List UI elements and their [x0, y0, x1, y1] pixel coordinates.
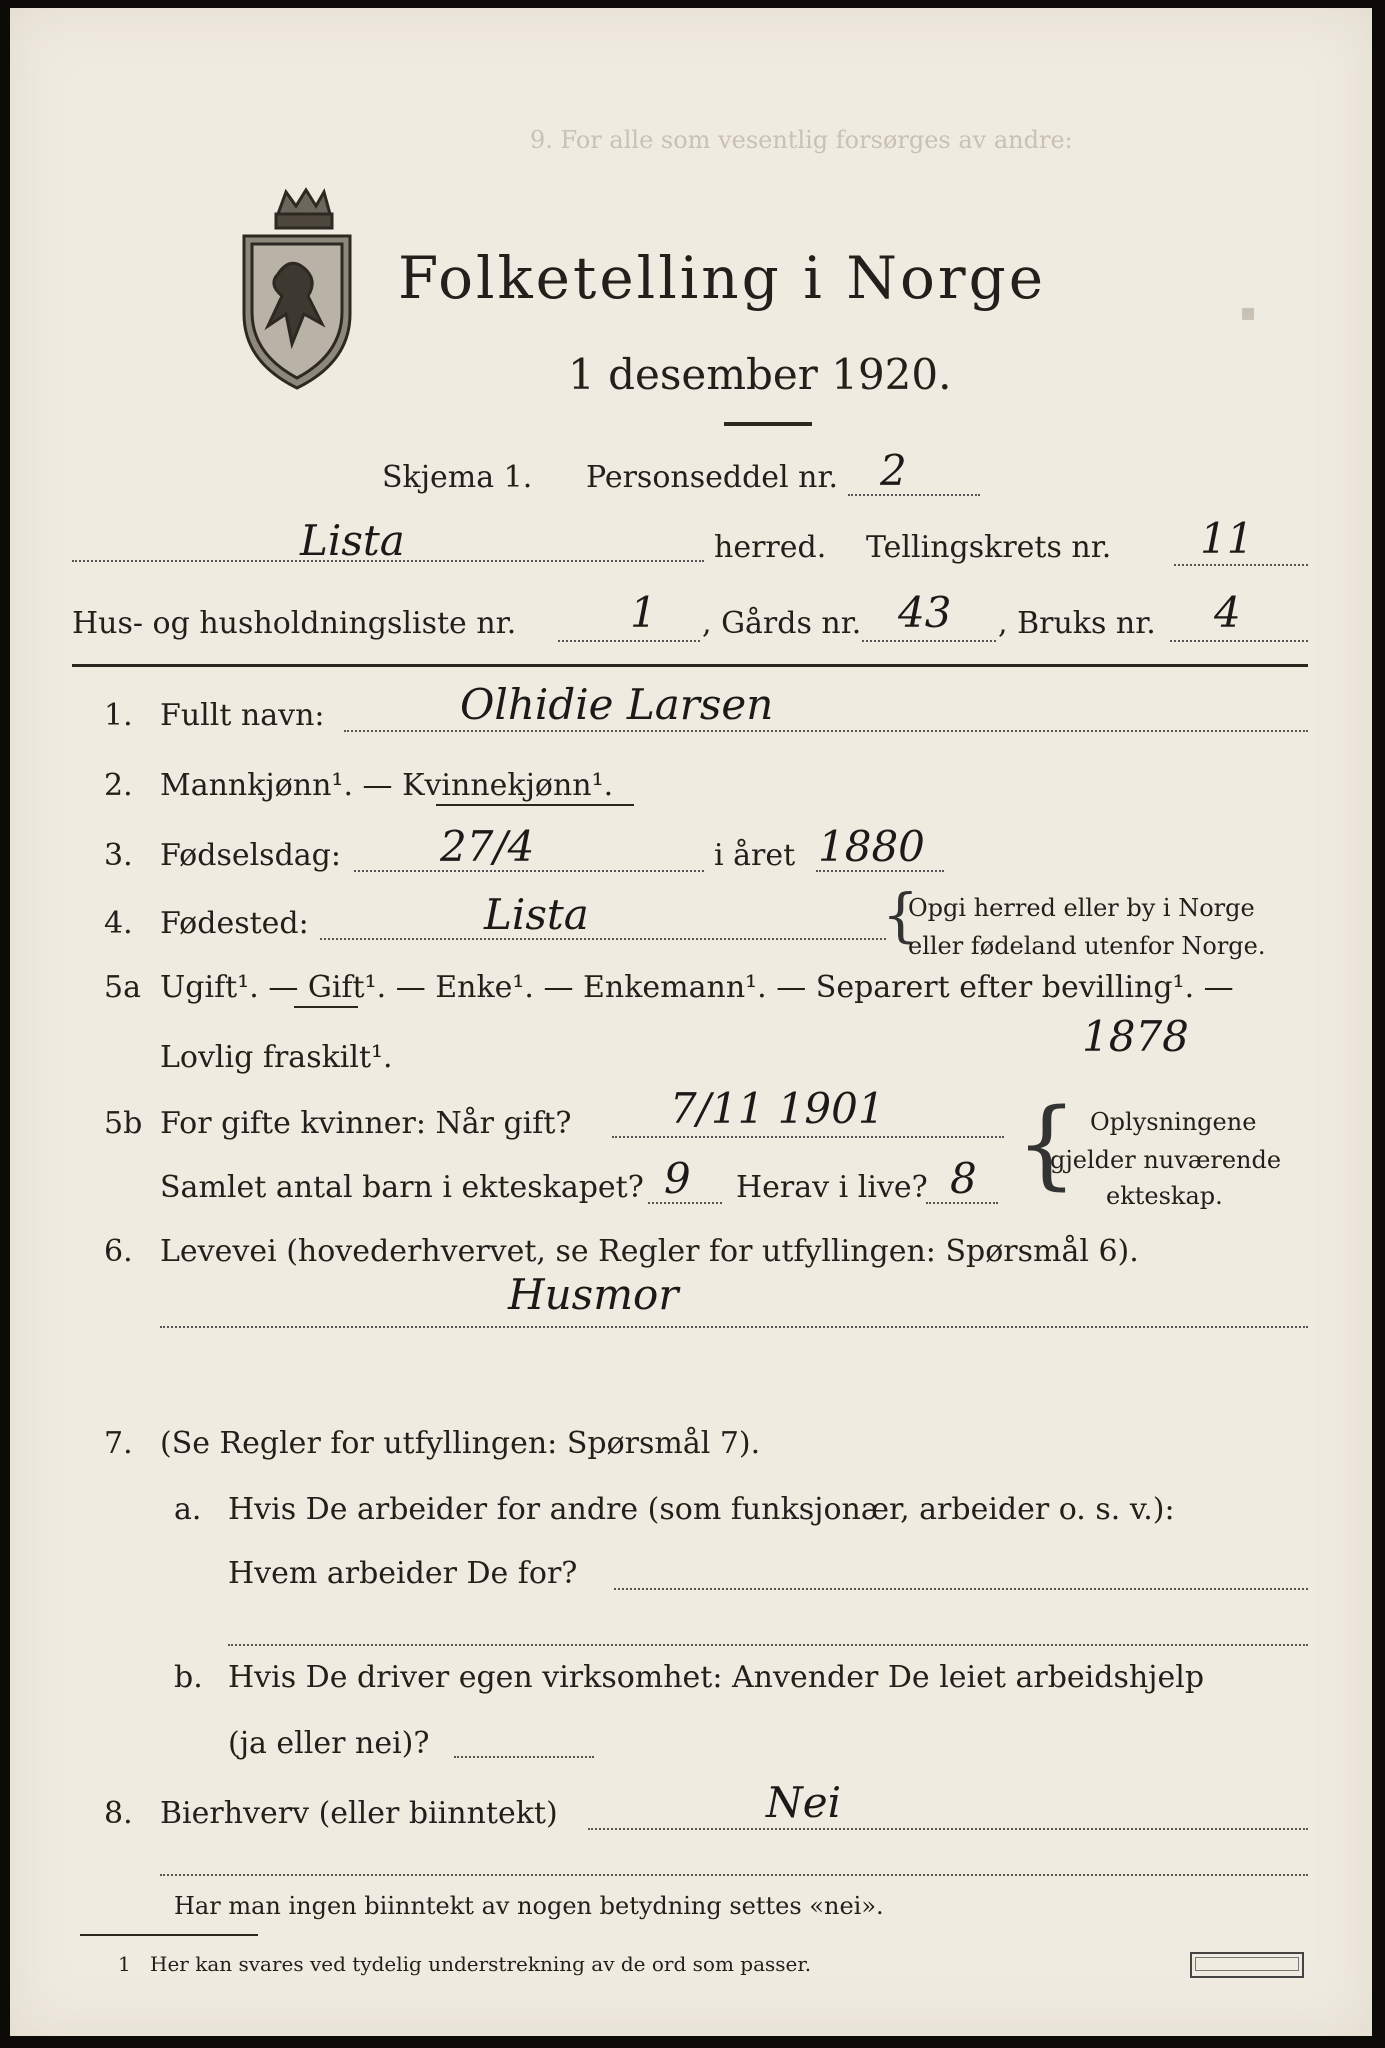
- occupation-value[interactable]: Husmor: [508, 1270, 679, 1319]
- birthplace-label: Fødested:: [160, 906, 309, 941]
- full-name-label: Fullt navn:: [160, 698, 325, 733]
- census-form-page: 9. For alle som vesentlig forsørges av andre: ▪ Folketelling i Norge 1 desember 1920. Skjema 1. Personseddel nr. 2 Lista herred. Tellingskrets nr. 11 Hus- og husholdningsliste nr. 1 , Gårds nr. 43 , Bruks nr. 4 1. Fullt navn: Olhidie Larsen 2. Mannkjønn¹. — Kvinnekjønn¹. 3. Fødselsdag: 27/4 i året 1880 4. Fødested: Lista { Opgi herred eller by i Norge eller fødeland utenfor Norge. 5a Ugift¹. — Gift¹. — Enke¹. — Enkemann¹. — Separert efter bevilling¹. — Lovlig fraskilt¹. 1878 5b For gifte kvinner: Når gift? 7/11 1901 Samlet antal barn i ekteskapet? 9 Herav i live? 8 { Oplysningene gjelder nuværende ekteskap. 6. Levevei (hovederhvervet, se Regler for utfyllingen: Spørsmål 6). Husmor 7. (Se Regler for utfyllingen: Spørsmål 7). a. Hvis De arbeider for andre (som funksjonær, arbeider o. s. v.): Hvem arbeider De for? b. Hvis De driver egen virksomhet: Anvender De leiet arbeidshjelp (ja eller nei)? 8. Bierhverv (eller biinntekt) Nei Har man ingen biinntekt av nogen betydning settes «nei». 1 Her kan svares ved tydelig understrekning av de ord som passer.: [10, 8, 1372, 2036]
- q7-number: 7.: [104, 1426, 133, 1461]
- footnote-text: Her kan svares ved tydelig understrekning av de ord som passer.: [150, 1952, 812, 1976]
- tellingskrets-label: Tellingskrets nr.: [866, 530, 1112, 565]
- title-divider: [724, 422, 812, 426]
- marriage-note-brace: {: [1016, 1088, 1078, 1200]
- marital-status-options-2: Lovlig fraskilt¹.: [160, 1040, 393, 1075]
- personseddel-value[interactable]: 2: [880, 446, 907, 495]
- husliste-label: Hus- og husholdningsliste nr.: [72, 606, 517, 641]
- herred-label: herred.: [714, 530, 827, 565]
- herred-value[interactable]: Lista: [300, 516, 405, 565]
- gards-label: , Gårds nr.: [702, 606, 862, 641]
- printer-stamp-icon: [1190, 1952, 1304, 1978]
- q5b-number: 5b: [104, 1106, 143, 1141]
- children-alive-value[interactable]: 8: [950, 1154, 977, 1203]
- q3-number: 3.: [104, 838, 133, 873]
- side-income-label: Bierhverv (eller biinntekt): [160, 1796, 558, 1831]
- q7a-number: a.: [174, 1492, 202, 1527]
- birthplace-value[interactable]: Lista: [484, 890, 589, 939]
- marital-note-value[interactable]: 1878: [1082, 1012, 1189, 1061]
- q5a-number: 5a: [104, 970, 141, 1005]
- norway-coat-of-arms-icon: [238, 184, 356, 398]
- married-when-value[interactable]: 7/11 1901: [670, 1084, 885, 1133]
- children-total-label: Samlet antal barn i ekteskapet?: [160, 1170, 644, 1205]
- marriage-note-1: Oplysningene: [1090, 1108, 1257, 1136]
- full-name-value[interactable]: Olhidie Larsen: [460, 680, 774, 729]
- birthday-label: Fødselsdag:: [160, 838, 341, 873]
- married-when-label: For gifte kvinner: Når gift?: [160, 1106, 572, 1141]
- q4-number: 4.: [104, 906, 133, 941]
- q8-number: 8.: [104, 1796, 133, 1831]
- birthplace-note-2: eller fødeland utenfor Norge.: [908, 932, 1266, 960]
- q7b-text: Hvis De driver egen virksomhet: Anvender De leiet arbeidshjelp: [228, 1660, 1205, 1695]
- marital-status-options: Ugift¹. — Gift¹. — Enke¹. — Enkemann¹. — Separert efter bevilling¹. —: [160, 970, 1234, 1005]
- q7-text: (Se Regler for utfyllingen: Spørsmål 7).: [160, 1426, 761, 1461]
- birth-year-value[interactable]: 1880: [818, 822, 925, 871]
- q7a-text: Hvis De arbeider for andre (som funksjonær, arbeider o. s. v.):: [228, 1492, 1175, 1527]
- employer-label: Hvem arbeider De for?: [228, 1556, 578, 1591]
- bruks-label: , Bruks nr.: [998, 606, 1156, 641]
- personseddel-label: Personseddel nr.: [586, 460, 839, 495]
- year-label: i året: [714, 838, 796, 873]
- hired-help-field[interactable]: [454, 1756, 594, 1758]
- children-alive-label: Herav i live?: [736, 1170, 928, 1205]
- q2-number: 2.: [104, 768, 133, 803]
- birthday-value[interactable]: 27/4: [440, 822, 535, 871]
- kvinnekjonn-underline: [436, 804, 634, 806]
- employer-field[interactable]: [614, 1588, 1308, 1590]
- q1-number: 1.: [104, 698, 133, 733]
- skjema-label: Skjema 1.: [382, 460, 533, 495]
- marriage-note-3: ekteskap.: [1106, 1182, 1223, 1210]
- sex-options: Mannkjønn¹. — Kvinnekjønn¹.: [160, 768, 614, 803]
- bruks-value[interactable]: 4: [1214, 588, 1241, 637]
- footer-note: Har man ingen biinntekt av nogen betydning settes «nei».: [174, 1892, 884, 1920]
- hired-help-label: (ja eller nei)?: [228, 1726, 430, 1761]
- footnote-rule: [80, 1934, 258, 1936]
- husliste-value[interactable]: 1: [630, 588, 657, 637]
- form-title: Folketelling i Norge: [398, 244, 1047, 312]
- occupation-label: Levevei (hovederhvervet, se Regler for utfyllingen: Spørsmål 6).: [160, 1234, 1139, 1269]
- children-total-value[interactable]: 9: [664, 1154, 691, 1203]
- q7b-number: b.: [174, 1660, 203, 1695]
- marriage-note-2: gjelder nuværende: [1050, 1146, 1282, 1174]
- birthplace-note-1: Opgi herred eller by i Norge: [908, 894, 1255, 922]
- gift-underline: [294, 1006, 358, 1008]
- q6-number: 6.: [104, 1234, 133, 1269]
- tellingskrets-value[interactable]: 11: [1200, 514, 1254, 563]
- side-income-value[interactable]: Nei: [766, 1778, 842, 1827]
- note-brace: {: [882, 881, 919, 949]
- gards-value[interactable]: 43: [898, 588, 952, 637]
- footnote-mark: 1: [118, 1952, 131, 1976]
- census-date: 1 desember 1920.: [568, 350, 952, 399]
- header-rule: [72, 664, 1308, 667]
